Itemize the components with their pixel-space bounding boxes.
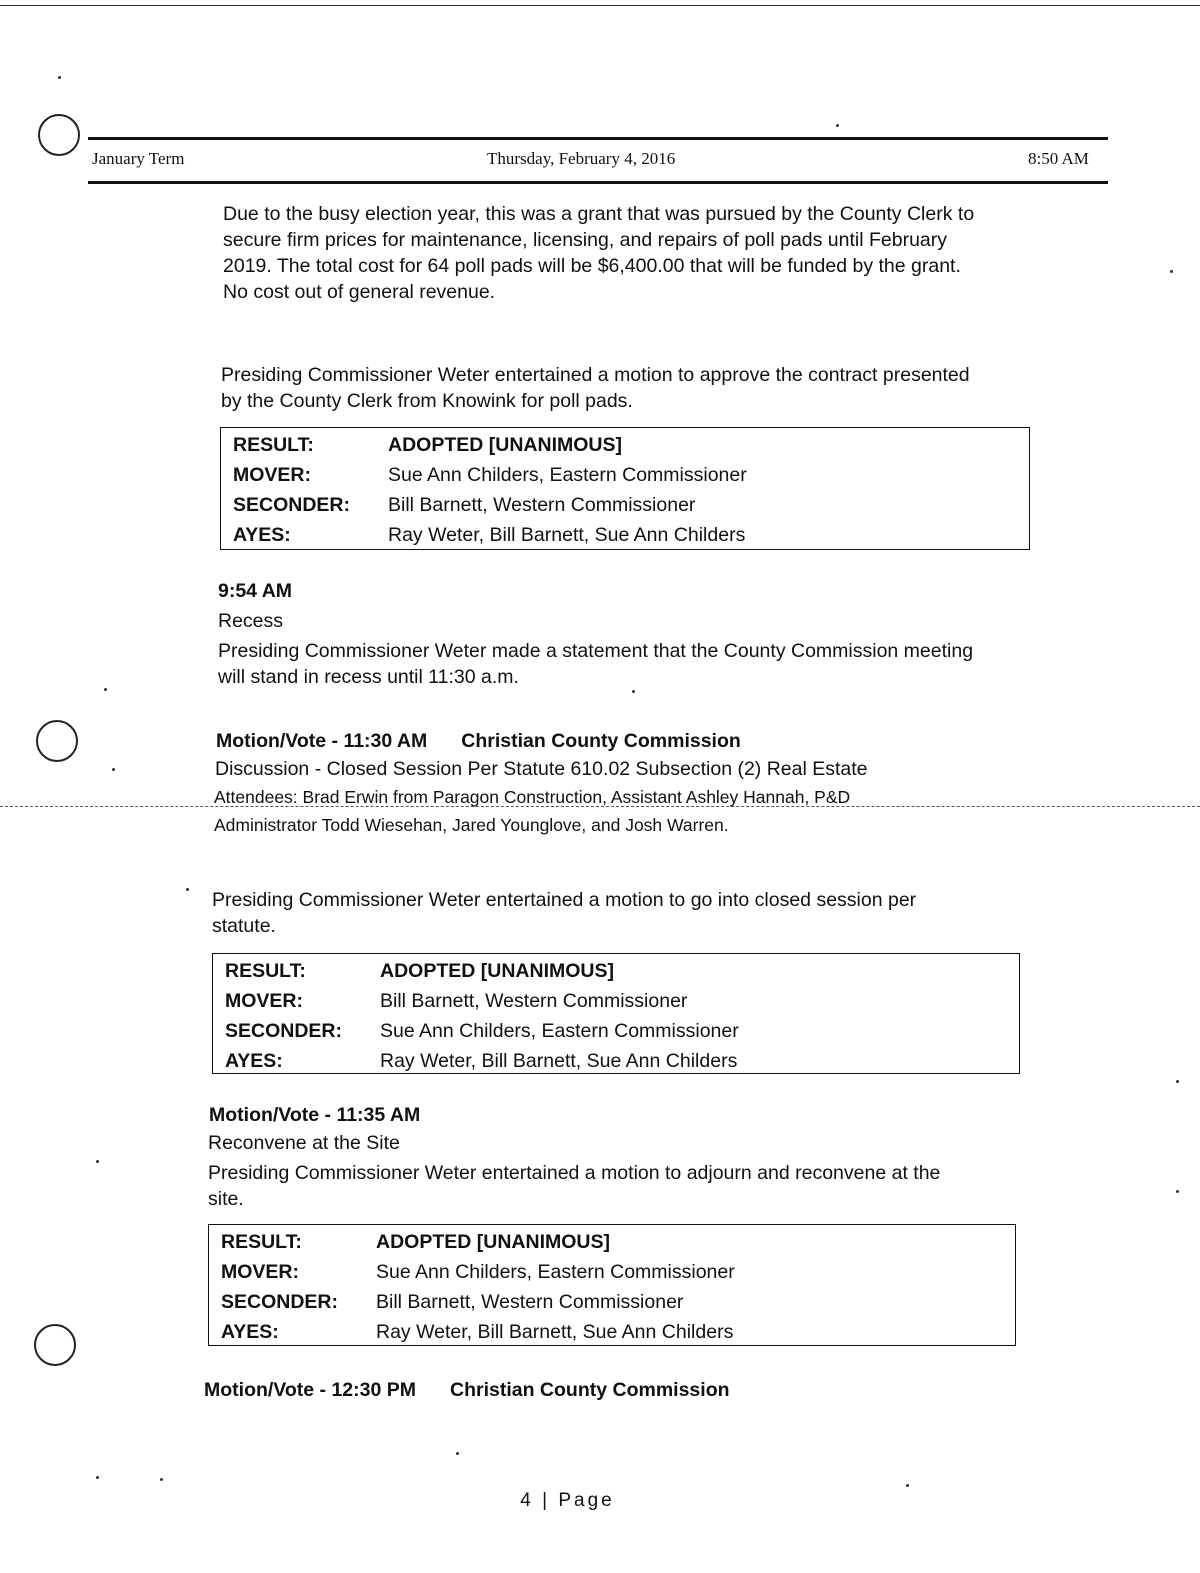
scan-speck (160, 1478, 163, 1481)
next-motion-body: Christian County Commission (450, 1379, 730, 1401)
header-term: January Term (92, 149, 185, 168)
vote-seconder: Bill Barnett, Western Commissioner (376, 1290, 684, 1313)
motion1-text (221, 362, 970, 414)
punch-hole-bottom (34, 1324, 76, 1366)
reconvene-line: Presiding Commissioner Weter entertained a motion to adjourn and reconvene at the (208, 1162, 941, 1184)
vote-table-3 (208, 1224, 1016, 1346)
reconvene-line: site. (208, 1188, 244, 1210)
intro-line: No cost out of general revenue. (223, 281, 496, 303)
recess-time: 9:54 AM (218, 580, 293, 602)
reconvene-section (208, 1130, 940, 1212)
vote-row-mover: MOVER: Bill Barnett, Western Commissioner (225, 986, 1007, 1016)
recess-title: Recess (218, 610, 284, 632)
motion1-line: Presiding Commissioner Weter entertained a motion to approve the contract presented (221, 364, 970, 386)
recess-line: will stand in recess until 11:30 a.m. (218, 666, 519, 688)
vote-result: ADOPTED [UNANIMOUS] (380, 959, 614, 982)
scan-speck (186, 888, 189, 891)
vote-table-2 (212, 953, 1020, 1074)
header-date: Thursday, February 4, 2016 (487, 149, 676, 168)
scan-speck (1176, 1080, 1179, 1083)
vote-row-result: RESULT: ADOPTED [UNANIMOUS] (225, 956, 1007, 986)
closed-session-body: Christian County Commission (461, 730, 741, 752)
scan-speck (456, 1452, 459, 1455)
vote-seconder: Sue Ann Childers, Eastern Commissioner (380, 1019, 739, 1042)
closed-session-discussion: Discussion - Closed Session Per Statute 610.02 Subsection (2) Real Estate (215, 758, 868, 780)
vote-row-seconder: SECONDER: Bill Barnett, Western Commissioner (233, 490, 1017, 520)
vote-row-ayes: AYES: Ray Weter, Bill Barnett, Sue Ann Childers (233, 520, 1017, 550)
motion1-line: by the County Clerk from Knowink for poll pads. (221, 390, 633, 412)
closed-session-label: Motion/Vote - 11:30 AM (216, 730, 428, 752)
closed-session-attendees-1: Attendees: Brad Erwin from Paragon Construction, Assistant Ashley Hannah, P&D (214, 787, 851, 807)
vote-row-seconder: SECONDER: Sue Ann Childers, Eastern Commissioner (225, 1016, 1007, 1046)
scan-speck (836, 124, 839, 127)
vote-row-ayes: AYES: Ray Weter, Bill Barnett, Sue Ann Childers (225, 1046, 1007, 1076)
scan-speck (1170, 270, 1173, 273)
vote-row-result: RESULT: ADOPTED [UNANIMOUS] (221, 1227, 1003, 1257)
recess-section (218, 578, 973, 690)
vote-ayes: Ray Weter, Bill Barnett, Sue Ann Childers (380, 1049, 738, 1072)
vote-row-seconder: SECONDER: Bill Barnett, Western Commissioner (221, 1287, 1003, 1317)
reconvene-label: Motion/Vote - 11:35 AM (209, 1104, 421, 1126)
vote-row-result: RESULT: ADOPTED [UNANIMOUS] (233, 430, 1017, 460)
next-motion-label: Motion/Vote - 12:30 PM (204, 1379, 416, 1401)
recess-line: Presiding Commissioner Weter made a statement that the County Commission meeting (218, 640, 974, 662)
vote-row-mover: MOVER: Sue Ann Childers, Eastern Commissioner (221, 1257, 1003, 1287)
scan-top-edge (0, 5, 1200, 6)
scan-speck (632, 690, 635, 693)
intro-line: Due to the busy election year, this was a grant that was pursued by the County Clerk to (223, 203, 975, 225)
vote-ayes: Ray Weter, Bill Barnett, Sue Ann Childers (388, 523, 746, 546)
vote-row-ayes: AYES: Ray Weter, Bill Barnett, Sue Ann Childers (221, 1317, 1003, 1347)
vote-mover: Bill Barnett, Western Commissioner (380, 989, 688, 1012)
next-motion-heading (204, 1379, 730, 1402)
scan-speck (112, 768, 115, 771)
header-rule-bottom (88, 181, 1108, 184)
header-time: 8:50 AM (1028, 149, 1089, 168)
closed-session-heading (216, 730, 741, 753)
header-rule-top (88, 137, 1108, 140)
punch-hole-top (38, 114, 80, 156)
punch-hole-middle (36, 720, 78, 762)
reconvene-heading (209, 1104, 420, 1127)
vote-ayes: Ray Weter, Bill Barnett, Sue Ann Childers (376, 1320, 734, 1343)
vote-result: ADOPTED [UNANIMOUS] (376, 1230, 610, 1253)
scan-speck (906, 1484, 909, 1487)
scan-speck (96, 1476, 99, 1479)
vote-row-mover: MOVER: Sue Ann Childers, Eastern Commissioner (233, 460, 1017, 490)
intro-line: secure firm prices for maintenance, licensing, and repairs of poll pads until February (223, 229, 948, 251)
closed-session-text (212, 887, 916, 939)
intro-line: 2019. The total cost for 64 poll pads will be $6,400.00 that will be funded by the grant. (223, 255, 961, 277)
vote-seconder: Bill Barnett, Western Commissioner (388, 493, 696, 516)
reconvene-title: Reconvene at the Site (208, 1132, 400, 1154)
vote-table-1 (220, 427, 1030, 550)
scan-speck (58, 76, 61, 79)
vote-mover: Sue Ann Childers, Eastern Commissioner (376, 1260, 735, 1283)
intro-paragraph (223, 201, 974, 305)
scan-speck (96, 1160, 99, 1163)
vote-result: ADOPTED [UNANIMOUS] (388, 433, 622, 456)
scan-speck (1176, 1190, 1179, 1193)
page-number: 4 | Page (520, 1490, 615, 1511)
closed-session-line: statute. (212, 915, 276, 937)
closed-session-attendees-2: Administrator Todd Wiesehan, Jared Younglove, and Josh Warren. (214, 815, 729, 835)
closed-session-line: Presiding Commissioner Weter entertained a motion to go into closed session per (212, 889, 917, 911)
vote-mover: Sue Ann Childers, Eastern Commissioner (388, 463, 747, 486)
scan-speck (104, 688, 107, 691)
